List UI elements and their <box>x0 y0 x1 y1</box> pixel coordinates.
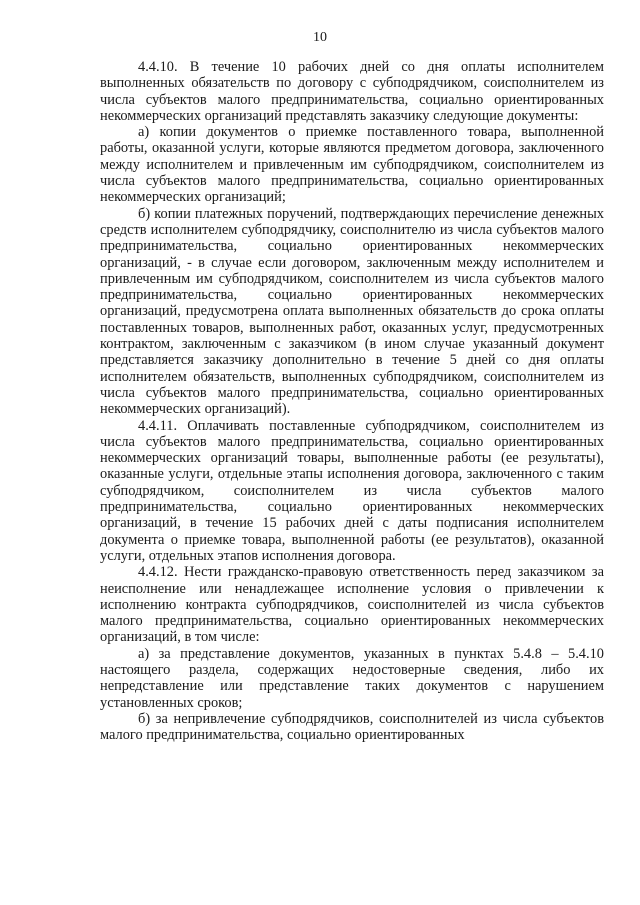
paragraph-4-4-10: 4.4.10. В течение 10 рабочих дней со дня оплаты исполнителем выполненных обязательств по договору с субподрядчиком, соисполнителем из числа субъектов малого предпринимательства, социально ориентированных некоммерческих организаций представлять заказчику следующие документы: <box>100 59 604 124</box>
subparagraph-4-4-12-b: б) за непривлечение субподрядчиков, соисполнителей из числа субъектов малого предпринимательства, социально ориентированных <box>100 710 604 744</box>
paragraph-4-4-11: 4.4.11. Оплачивать поставленные субподрядчиком, соисполнителем из числа субъектов малого предпринимательства, социально ориентированных некоммерческих организаций товары, выполненные работы (ее результаты), оказанные услуги, отдельные этапы исполнения договора, заключенного с таким субподрядчиком, соисполнителем из числа субъектов малого предпринимательства, социально ориентированных некоммерческих организаций, в течение 15 рабочих дней с даты подписания исполнителем документа о приемке товара, выполненной работы (ее результатов), оказанной услуги, отдельных этапов исполнения договора. <box>100 417 604 564</box>
paragraph-4-4-12: 4.4.12. Нести гражданско-правовую ответственность перед заказчиком за неисполнение или ненадлежащее исполнение условия о привлечении к исполнению контракта субподрядчиков, соисполнителей из числа субъектов малого предпринимательства, социально ориентированных некоммерческих организаций, в том числе: <box>100 564 604 646</box>
document-body <box>100 59 604 743</box>
subparagraph-4-4-10-a: а) копии документов о приемке поставленного товара, выполненной работы, оказанной услуги, которые являются предметом договора, заключенного между исполнителем и привлеченным им субподрядчиком, соисполнителем из числа субъектов малого предпринимательства, социально ориентированных некоммерческих организаций; <box>100 124 604 206</box>
subparagraph-4-4-10-b: б) копии платежных поручений, подтверждающих перечисление денежных средств исполнителем субподрядчику, соисполнителю из числа субъектов малого предпринимательства, социально ориентированных некоммерческих организаций, - в случае если договором, заключенным между исполнителем и привлеченным им субподрядчиком, соисполнителем из числа субъектов малого предпринимательства, социально ориентированных некоммерческих организаций, предусмотрена оплата выполненных обязательств до срока оплаты поставленных товаров, выполненных работ, оказанных услуг, предусмотренных контрактом, заключенным с заказчиком (в ином случае указанный документ представляется заказчику дополнительно в течение 5 дней со дня оплаты исполнителем обязательств, выполненных субподрядчиком, соисполнителем из числа субъектов малого предпринимательства, социально ориентированных некоммерческих организаций). <box>100 205 604 418</box>
subparagraph-4-4-12-a: а) за представление документов, указанных в пунктах 5.4.8 – 5.4.10 настоящего раздела, содержащих недостоверные сведения, либо их непредставление или представление таких документов с нарушением установленных сроков; <box>100 645 604 711</box>
page-number: 10 <box>313 30 327 45</box>
